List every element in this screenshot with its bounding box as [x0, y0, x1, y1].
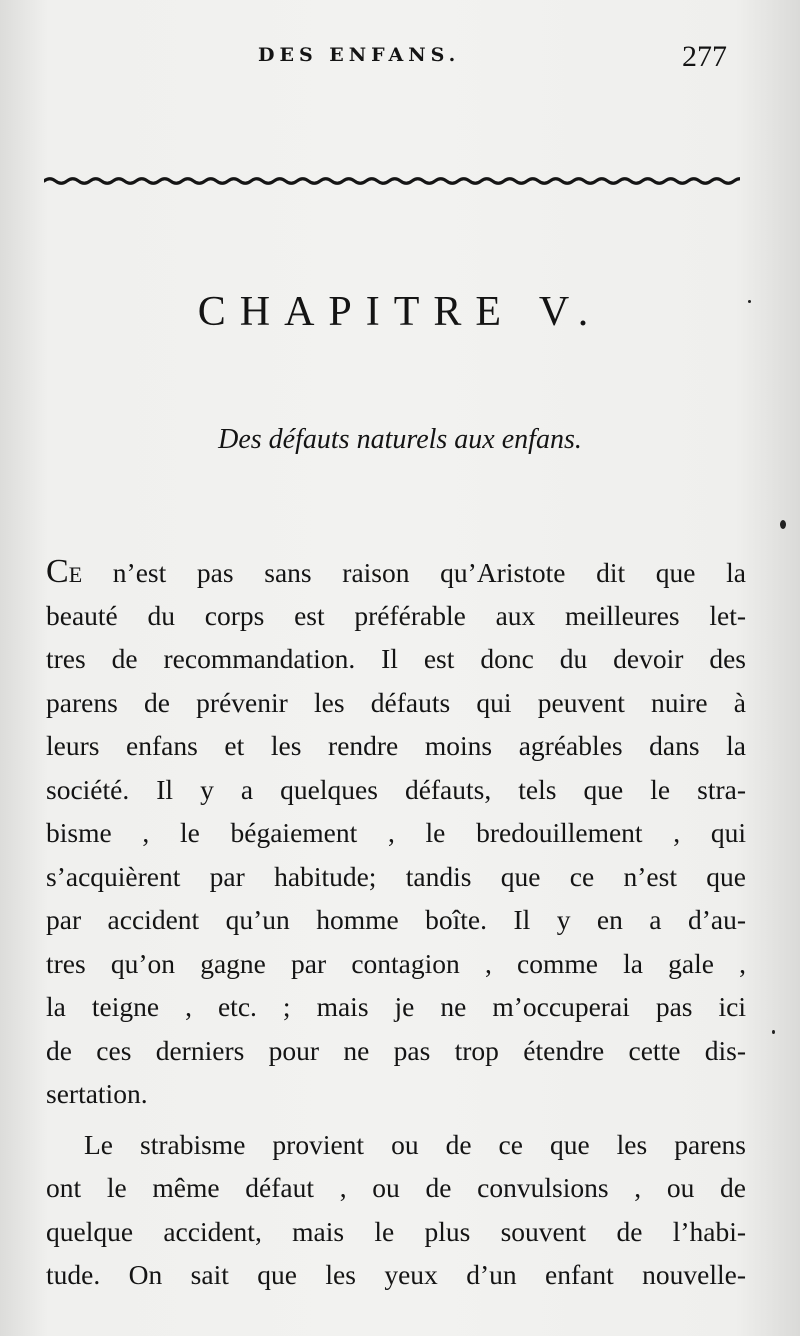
paper-speck: [772, 1030, 775, 1034]
paragraph-2: [46, 1123, 746, 1297]
paper-speck: [748, 300, 751, 303]
text-line: quelque accident, mais le plus souvent de l’habi-: [46, 1215, 746, 1247]
drop-cap: C: [46, 553, 69, 590]
text-line: CE n’est pas sans raison qu’Aristote dit que la: [46, 553, 746, 590]
running-head: [0, 42, 800, 78]
wavy-rule-ornament: [44, 170, 740, 192]
paragraph-1: [46, 550, 746, 1116]
text-line: sertation.: [46, 1078, 148, 1109]
body-text: [46, 550, 746, 1297]
text-line: s’acquièrent par habitude; tandis que ce n’est que: [46, 860, 746, 892]
chapter-title: CHAPITRE V.: [197, 289, 603, 335]
text-line: leurs enfans et les rendre moins agréables dans la: [46, 730, 746, 761]
text-line: société. Il y a quelques défauts, tels que le stra-: [46, 773, 746, 805]
paper-speck: [780, 520, 786, 529]
small-cap: E: [68, 562, 83, 587]
text-line: la teigne , etc. ; mais je ne m’occuperai pas ici: [46, 991, 746, 1022]
text-line: Le strabisme provient ou de ce que les parens: [84, 1128, 746, 1160]
text-line: bisme , le bégaiement , le bredouillement , qui: [46, 817, 746, 848]
running-title: DES ENFANS.: [258, 44, 461, 66]
text-line: beauté du corps est préférable aux meilleures let-: [46, 599, 746, 631]
text-line: ont le même défaut , ou de convulsions , ou de: [46, 1172, 746, 1203]
text-line: de ces derniers pour ne pas trop étendre cette dis-: [46, 1034, 746, 1066]
text-line: tres de recommandation. Il est donc du devoir des: [46, 643, 746, 674]
text-line: parens de prévenir les défauts qui peuvent nuire à: [46, 686, 746, 718]
text-line: par accident qu’un homme boîte. Il y en a d’au-: [46, 904, 746, 935]
text-line: tres qu’on gagne par contagion , comme la gale ,: [46, 947, 746, 979]
page-number: 277: [682, 40, 727, 73]
chapter-subtitle: Des défauts naturels aux enfans.: [218, 424, 582, 455]
text-line: tude. On sait que les yeux d’un enfant nouvelle-: [46, 1259, 746, 1290]
